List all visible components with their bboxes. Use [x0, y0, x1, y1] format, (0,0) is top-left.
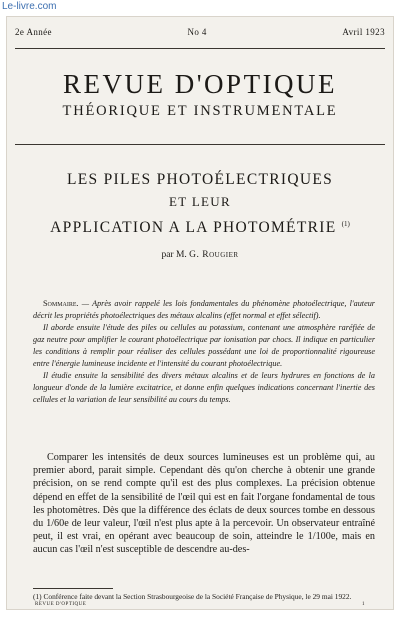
summary-text-1: — Après avoir rappelé les lois fondamentales du phénomène photoélectrique, l'auteur décrit les propriétés photoélectriques des métaux alcalins (effet normal et effet sélectif). [33, 299, 375, 320]
issue-year: 2e Année [15, 27, 52, 37]
summary-paragraph-2: Il aborde ensuite l'étude des piles ou cellules au potassium, contenant une atmosphère raréfiée de gaz neutre pour amplifier le courant photoélectrique par ionisation par chocs. Il indique en particulier les conditions à remplir pour réaliser des cellules possédant une loi de proportionnalité rigoureuse entre l'énergie lumineuse incidente et l'intensité du courant photoélectrique. [33, 323, 375, 368]
author-line [7, 250, 393, 260]
author-prefix: par M. [161, 250, 187, 260]
header-rule [15, 48, 385, 49]
summary-lead: Sommaire. [43, 299, 79, 308]
author-name: G. Rougier [189, 250, 239, 260]
issue-header [15, 27, 385, 37]
watermark-logo: Le-livre.com [2, 1, 57, 12]
footer-page-number: 1 [362, 602, 365, 607]
summary-paragraph-3: Il étudie ensuite la sensibilité des divers métaux alcalins et de leurs hydrures en fonctions de la longueur d'onde de la lumière excitatrice, et donne enfin quelques indications concernant l'inertie des cellules et la variation de leur sensibilité au cours du temps. [33, 371, 375, 404]
footnote-rule [33, 588, 113, 589]
footer-journal: REVUE D'OPTIQUE [35, 602, 87, 607]
masthead [7, 69, 393, 121]
article-title-line2: ET LEUR [169, 194, 231, 209]
issue-date: Avril 1923 [342, 27, 385, 37]
article-title [7, 169, 393, 239]
issue-number: No 4 [187, 27, 207, 37]
journal-title: REVUE D'OPTIQUE [62, 69, 338, 99]
summary-block [33, 298, 375, 406]
summary-paragraph [33, 298, 375, 322]
journal-subtitle: THÉORIQUE ET INSTRUMENTALE [62, 103, 338, 119]
article-title-line1: LES PILES PHOTOÉLECTRIQUES [66, 171, 334, 188]
article-title-line3: APPLICATION A LA PHOTOMÉTRIE [50, 219, 337, 237]
body-paragraph: Comparer les intensités de deux sources lumineuses est un problème qui, au premier abord, parait simple. Cependant dès qu'on cherche à obtenir une grande précision, on se rend compte qu'il est des plus complexes. La précision obtenue dépend en effet de la sensibilité de l'œil qui est en fait l'organe fondamental de tous les photomètres. Dès que la différence des éclats de deux sources tombe en dessous du 1/60e de leur valeur, l'œil n'est plus apte à la percevoir. Un observateur entraîné peut, il est vrai, en opérant avec beaucoup de soin, atteindre le 1/100e, mais en aucun cas l'œil n'est susceptible de descendre au-des- [33, 452, 375, 556]
masthead-rule [15, 144, 385, 145]
page-footer [35, 602, 365, 607]
footnote: (1) Conférence faite devant la Section Strasbourgeoise de la Société Française de Physique, le 29 mai 1922. [33, 592, 352, 601]
title-footnote-ref: (1) [341, 220, 350, 228]
document-page [6, 16, 394, 610]
article-title-line3-wrap [7, 213, 393, 239]
